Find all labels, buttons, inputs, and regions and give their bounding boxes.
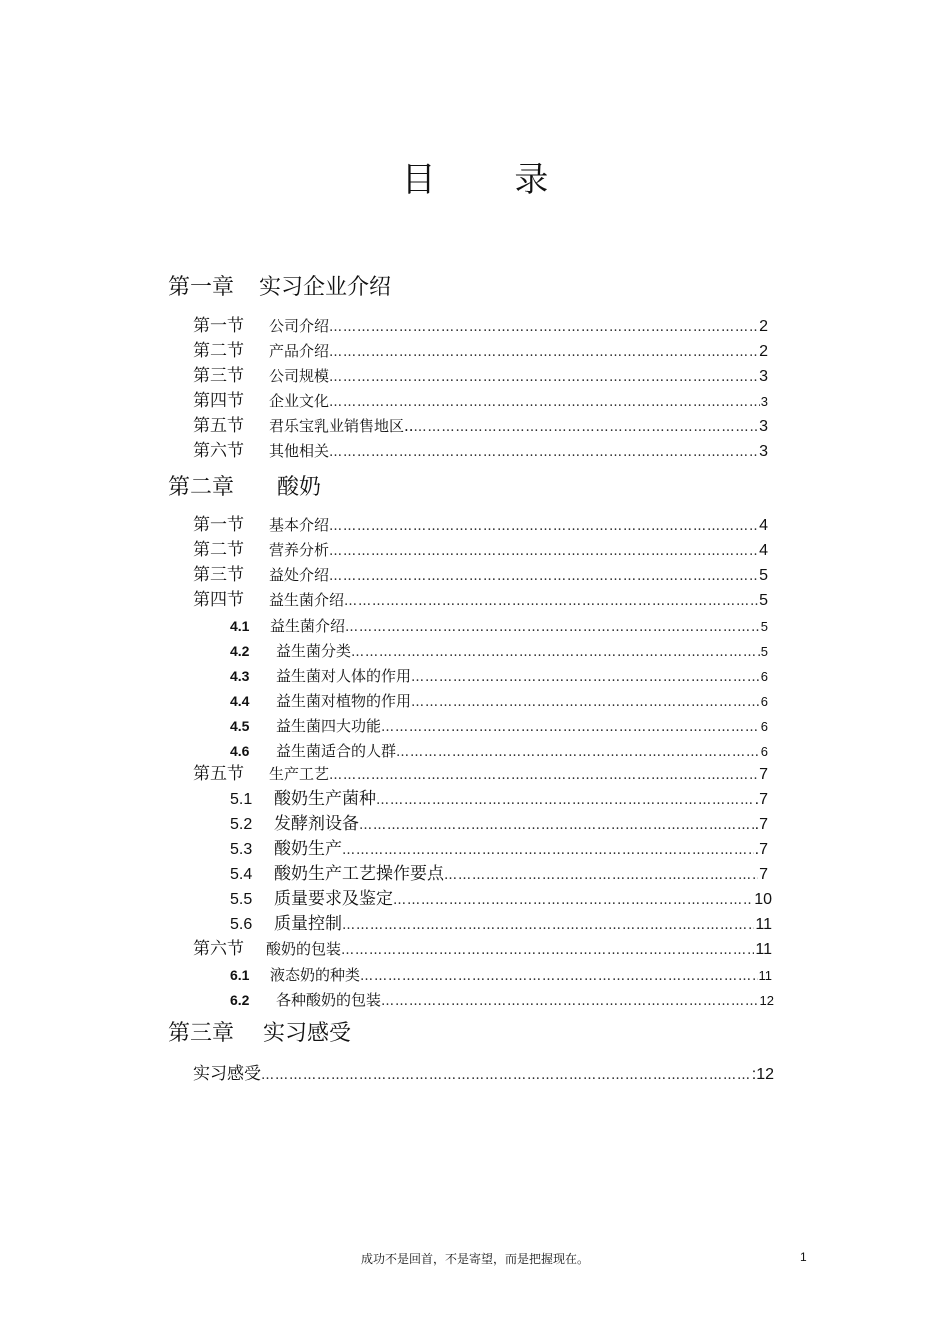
page-number: 11 [758, 968, 772, 983]
toc-entry[interactable] [230, 963, 772, 987]
page-number: 5 [759, 567, 768, 584]
page-number: 2 [759, 318, 768, 335]
subsection-number: 4.2 [230, 643, 250, 659]
entry-label: 益处介绍 [269, 566, 330, 584]
toc-entry[interactable] [230, 739, 768, 763]
leader-dots [393, 889, 753, 913]
chapter-name: 实习企业介绍 [259, 275, 392, 300]
subsection-number: 5.3 [230, 841, 253, 858]
page-number: 3 [760, 394, 768, 409]
toc-entry[interactable] [193, 588, 768, 612]
entry-label: 益生菌适合的人群 [276, 742, 397, 760]
entry-label: 益生菌四大功能 [276, 717, 382, 735]
leader-dots [342, 839, 754, 863]
entry-label: 公司规模 [269, 367, 330, 385]
toc-title: 目 录 [401, 160, 583, 200]
leader-dots [444, 864, 758, 888]
page-number: 11 [755, 941, 772, 958]
subsection-number: 6.2 [230, 992, 250, 1008]
chapter-2-heading [168, 470, 321, 501]
page-number: 5 [760, 644, 768, 659]
entry-label: 酸奶生产工艺操作要点 [274, 864, 444, 884]
toc-entry[interactable] [193, 439, 768, 463]
subsection-number: 4.4 [230, 693, 250, 709]
toc-entry[interactable] [230, 812, 768, 836]
leader-dots [329, 540, 758, 564]
toc-entry[interactable] [230, 714, 768, 738]
subsection-number: 4.3 [230, 668, 250, 684]
leader-dots [345, 616, 760, 640]
chapter-1-heading [168, 270, 391, 301]
page-number: .7 [754, 816, 768, 833]
toc-entry[interactable] [230, 787, 768, 811]
page-number: .7 [754, 841, 768, 858]
page-number: 5 [759, 592, 768, 609]
subsection-number: 5.2 [230, 816, 253, 833]
entry-label: 质量控制 [274, 914, 342, 934]
page-number: 6 [760, 669, 768, 684]
subsection-number: 4.1 [230, 618, 250, 634]
page-number: 2 [759, 343, 768, 360]
page-number: 5 [760, 619, 768, 634]
subsection-number: 4.6 [230, 743, 250, 759]
leader-dots [329, 764, 758, 788]
toc-entry[interactable] [193, 389, 768, 413]
chapter-3-heading [168, 1016, 351, 1047]
toc-entry[interactable] [193, 538, 768, 562]
section-number: 第四节 [193, 590, 244, 610]
entry-label: 酸奶生产菌种 [274, 789, 376, 809]
chapter-name: 实习感受 [263, 1021, 352, 1046]
entry-label: 基本介绍 [269, 516, 330, 534]
leader-dots [344, 590, 758, 614]
section-number: 第二节 [193, 540, 244, 560]
toc-entry[interactable] [230, 614, 768, 638]
subsection-number: 6.1 [230, 967, 250, 983]
toc-entry[interactable] [230, 887, 772, 911]
section-number: 第五节 [193, 764, 244, 784]
section-number: 第六节 [193, 939, 244, 959]
leader-dots [359, 814, 754, 838]
chapter-number: 第二章 [168, 475, 235, 500]
leader-dots [329, 565, 758, 589]
entry-label: 益生菌分类 [276, 642, 352, 660]
entry-label: 产品介绍 [269, 342, 330, 360]
page-number: 4 [759, 517, 768, 534]
leader-dots [381, 716, 760, 740]
entry-label: 液态奶的种类 [270, 966, 361, 984]
footer-page-number: 1 [800, 1250, 807, 1264]
toc-entry[interactable] [193, 339, 768, 363]
entry-label: 益生菌对植物的作用 [276, 692, 412, 710]
page-number: .7 [754, 791, 768, 808]
chapter-number: 第三章 [168, 1021, 235, 1046]
section-number: 第三节 [193, 565, 244, 585]
page-number: 4 [759, 542, 768, 559]
page-number: 10 [754, 891, 772, 908]
entry-label: 益生菌对人体的作用 [276, 667, 412, 685]
toc-entry[interactable] [230, 689, 768, 713]
section-number: 第一节 [193, 316, 244, 336]
leader-dots [381, 990, 759, 1014]
leader-dots [329, 515, 758, 539]
entry-label: 益生菌介绍 [269, 591, 345, 609]
subsection-number: 4.5 [230, 718, 250, 734]
leader-dots [376, 789, 754, 813]
leader-dots [341, 939, 754, 963]
toc-entry[interactable] [230, 639, 768, 663]
page-number: :12 [751, 1066, 774, 1083]
subsection-number: 5.4 [230, 866, 253, 883]
leader-dots [411, 666, 760, 690]
chapter-name: 酸奶 [277, 475, 322, 500]
entry-label: 酸奶生产 [274, 839, 342, 859]
footer-quote: 成功不是回首，不是寄望，而是把握现在。 [360, 1252, 589, 1266]
leader-dots [261, 1064, 751, 1088]
entry-label: 营养分析 [269, 541, 330, 559]
toc-entry[interactable] [230, 664, 768, 688]
toc-entry[interactable] [193, 762, 768, 786]
page-number: 7 [759, 766, 768, 783]
page-number: 6 [760, 694, 768, 709]
leader-dots [414, 416, 759, 440]
leader-dots [329, 441, 758, 465]
entry-label: 质量要求及鉴定 [274, 889, 393, 909]
page-number: 3 [759, 368, 768, 385]
section-number: 第一节 [193, 515, 244, 535]
page-number: 12 [759, 993, 774, 1008]
toc-entry[interactable] [230, 988, 774, 1012]
chapter-number: 第一章 [168, 275, 235, 300]
leader-dots [411, 691, 760, 715]
toc-entry[interactable] [193, 314, 768, 338]
toc-entry[interactable] [193, 364, 768, 388]
leader-dots [329, 391, 760, 415]
entry-label: 发酵剂设备 [274, 814, 359, 834]
page-number: 3 [759, 443, 768, 460]
entry-label: 君乐宝乳业销售地区.. [269, 417, 414, 435]
toc-entry[interactable] [193, 513, 768, 537]
toc-entry[interactable] [193, 937, 772, 961]
leader-dots [351, 641, 760, 665]
leader-dots [329, 341, 758, 365]
page-number: 3 [759, 418, 768, 435]
toc-entry[interactable] [193, 563, 768, 587]
page-number: 7 [759, 866, 768, 883]
page-number: 6 [760, 744, 768, 759]
entry-label: 其他相关 [269, 442, 330, 460]
section-number: 第五节 [193, 416, 244, 436]
entry-label: 各种酸奶的包装 [276, 991, 382, 1009]
toc-entry[interactable] [230, 912, 772, 936]
section-number: 第二节 [193, 341, 244, 361]
entry-label: 生产工艺 [269, 765, 330, 783]
toc-entry[interactable] [193, 1062, 774, 1086]
page-number: 6 [760, 719, 768, 734]
subsection-number: 5.1 [230, 791, 253, 808]
entry-label: 公司介绍 [269, 317, 330, 335]
leader-dots [360, 965, 757, 989]
subsection-number: 5.6 [230, 916, 253, 933]
leader-dots [329, 366, 758, 390]
entry-label: 酸奶的包装 [266, 940, 342, 958]
leader-dots [329, 316, 758, 340]
page-number: 11 [755, 916, 772, 933]
section-number: 第三节 [193, 366, 244, 386]
entry-label: 企业文化 [269, 392, 330, 410]
toc-entry[interactable] [230, 837, 768, 861]
toc-entry[interactable] [193, 414, 768, 438]
toc-entry[interactable] [230, 862, 768, 886]
section-number: 第四节 [193, 391, 244, 411]
subsection-number: 5.5 [230, 891, 253, 908]
section-number: 第六节 [193, 441, 244, 461]
leader-dots [342, 914, 754, 938]
entry-label: 益生菌介绍 [270, 617, 346, 635]
entry-label: 实习感受 [193, 1064, 261, 1084]
